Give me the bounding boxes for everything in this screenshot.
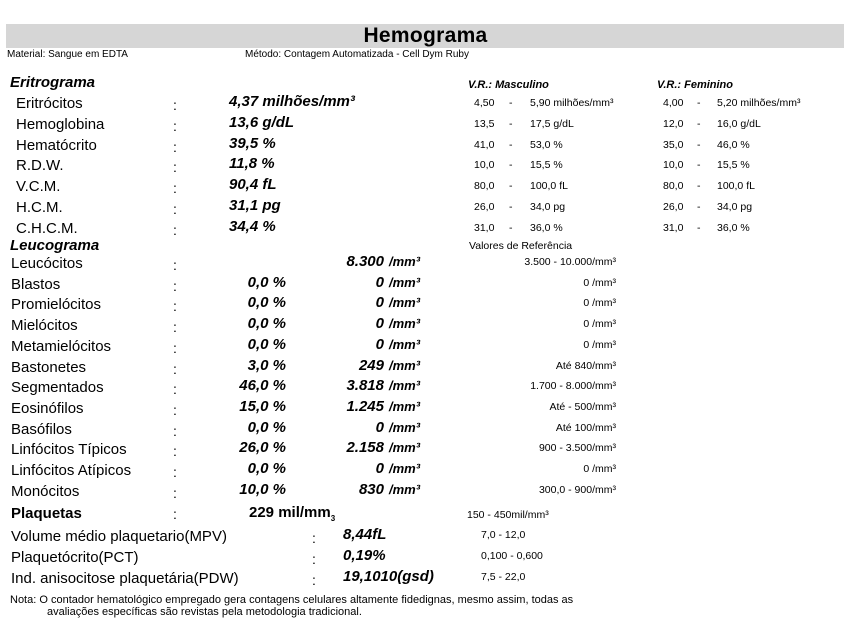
dash: - (509, 159, 513, 172)
eri-label: C.H.C.M. (16, 219, 78, 237)
leuco-absolute: 8.300 (346, 253, 384, 270)
ref-female-max: 100,0 fL (717, 180, 755, 193)
eri-value: 34,4 % (229, 217, 276, 235)
leuco-absolute: 0 (375, 273, 384, 291)
colon: : (173, 97, 177, 113)
leuco-label: Bastonetes (11, 358, 87, 376)
plaquetas-value-text: 229 mil/mm (249, 504, 331, 521)
plaquetas-label: Plaquetas (11, 505, 82, 522)
leuco-percent: 3,0 % (247, 356, 286, 374)
plaquetas-unit-sub: 3 (330, 514, 336, 523)
leuco-ref: 3.500 - 10.000/mm³ (524, 256, 616, 268)
leuco-unit: /mm³ (389, 316, 421, 332)
platelet-index-label: Volume médio plaquetario(MPV) (11, 528, 227, 545)
plaquetas-ref: 150 - 450mil/mm³ (467, 509, 549, 521)
colon: : (312, 551, 316, 567)
leuco-percent: 0,0 % (247, 294, 286, 312)
leuco-ref: 0 /mm³ (583, 318, 616, 331)
ref-male-max: 15,5 % (530, 159, 563, 172)
ref-female-min: 35,0 (663, 138, 684, 151)
ref-male-min: 10,0 (474, 159, 495, 172)
leuco-absolute: 249 (358, 356, 384, 374)
leuco-label: Mielócitos (11, 317, 78, 335)
leuco-label: Eosinófilos (11, 399, 84, 417)
material-text: Material: Sangue em EDTA (7, 49, 128, 60)
colon: : (173, 257, 177, 273)
eri-value: 39,5 % (229, 134, 276, 152)
dash: - (697, 97, 701, 109)
platelet-index-ref: 7,0 - 12,0 (481, 529, 526, 541)
eri-value: 11,8 % (229, 155, 275, 173)
colon: : (173, 180, 177, 197)
colon: : (173, 401, 177, 418)
leuco-label: Monócitos (11, 482, 80, 500)
leuco-ref: 0 /mm³ (583, 338, 616, 351)
colon: : (173, 443, 177, 460)
ref-female-max: 46,0 % (717, 138, 750, 151)
eri-value: 31,1 pg (229, 197, 281, 214)
dash: - (509, 97, 513, 109)
colon: : (173, 360, 177, 377)
leuco-ref: 900 - 3.500/mm³ (538, 442, 616, 455)
leuco-unit: /mm³ (389, 398, 421, 414)
leuco-absolute: 0 (375, 294, 384, 312)
page-title: Hemograma (363, 24, 488, 47)
dash: - (509, 201, 513, 213)
note-line-2: avaliações específicas são revistas pela metodologia tradicional. (47, 606, 362, 618)
leuco-ref: 0 /mm³ (583, 463, 616, 475)
ref-female-header: V.R.: Feminino (657, 79, 733, 91)
eri-label: Eritrócitos (16, 95, 83, 112)
plaquetas-value (249, 504, 335, 523)
colon: : (173, 298, 177, 315)
platelet-index-ref: 0,100 - 0,600 (481, 550, 543, 562)
dash: - (509, 221, 513, 234)
leucograma-heading: Leucograma (10, 237, 100, 254)
leuco-unit: /mm³ (389, 378, 421, 394)
leuco-absolute: 0 (375, 315, 384, 333)
ref-male-min: 26,0 (474, 201, 495, 213)
leuco-ref: 1.700 - 8.000/mm³ (530, 380, 616, 393)
leuco-percent: 0,0 % (247, 460, 286, 477)
colon: : (173, 464, 177, 480)
leuco-percent: 0,0 % (247, 315, 286, 333)
leuco-ref: 0 /mm³ (583, 276, 616, 289)
ref-male-max: 34,0 pg (530, 201, 566, 213)
colon: : (173, 221, 177, 238)
dash: - (697, 221, 701, 234)
ref-male-min: 80,0 (474, 180, 495, 193)
leuco-absolute: 2.158 (346, 439, 384, 457)
ref-female-max: 36,0 % (717, 221, 750, 234)
leuco-label: Linfócitos Atípicos (11, 462, 132, 479)
leuco-unit: /mm³ (389, 274, 421, 290)
leuco-unit: /mm³ (389, 419, 421, 435)
ref-male-min: 13,5 (474, 117, 495, 130)
ref-male-max: 17,5 g/dL (530, 117, 574, 130)
eri-value: 4,37 milhões/mm³ (229, 93, 355, 110)
leuco-unit: /mm³ (389, 357, 421, 373)
colon: : (173, 117, 177, 134)
leuco-label: Linfócitos Típicos (11, 441, 127, 459)
dash: - (697, 117, 701, 130)
colon: : (173, 159, 177, 176)
leuco-unit: /mm³ (389, 295, 421, 311)
platelet-index-label: Plaquetócrito(PCT) (11, 549, 139, 566)
leuco-percent: 26,0 % (239, 439, 286, 457)
ref-male-max: 53,0 % (530, 138, 563, 151)
leuco-percent: 0,0 % (247, 335, 286, 353)
eri-value: 90,4 fL (229, 176, 277, 194)
colon: : (173, 381, 177, 398)
platelet-index-value: 0,19% (343, 547, 386, 564)
leuco-label: Leucócitos (11, 255, 83, 272)
leuco-unit: /mm³ (389, 336, 421, 352)
leuco-ref: 0 /mm³ (583, 297, 616, 310)
leuco-ref-header: Valores de Referência (469, 240, 573, 252)
ref-male-max: 100,0 fL (530, 180, 568, 193)
ref-female-max: 5,20 milhões/mm³ (717, 97, 801, 109)
leuco-percent: 0,0 % (247, 273, 286, 291)
ref-male-min: 31,0 (474, 221, 495, 234)
leuco-label: Metamielócitos (11, 337, 112, 355)
colon: : (173, 319, 177, 336)
platelet-index-ref: 7,5 - 22,0 (481, 571, 526, 583)
eritrograma-heading: Eritrograma (10, 74, 96, 91)
eri-value: 13,6 g/dL (229, 113, 295, 131)
ref-female-min: 4,00 (663, 97, 684, 109)
leuco-label: Basófilos (11, 420, 72, 438)
ref-male-header: V.R.: Masculino (468, 79, 549, 91)
dash: - (697, 138, 701, 151)
colon: : (173, 201, 177, 217)
dash: - (697, 180, 701, 193)
dash: - (697, 159, 701, 172)
platelet-index-label: Ind. anisocitose plaquetária(PDW) (11, 570, 239, 587)
leuco-absolute: 0 (375, 418, 384, 436)
ref-female-min: 31,0 (663, 221, 684, 234)
ref-female-min: 80,0 (663, 180, 684, 193)
eri-label: H.C.M. (16, 199, 63, 216)
leuco-ref: 300,0 - 900/mm³ (538, 483, 616, 496)
ref-female-max: 15,5 % (717, 159, 750, 172)
leuco-unit: /mm³ (389, 461, 421, 476)
eri-label: Hematócrito (16, 136, 97, 154)
ref-female-max: 34,0 pg (717, 201, 753, 213)
ref-male-max: 36,0 % (530, 221, 563, 234)
leuco-unit: /mm³ (389, 481, 421, 497)
leuco-absolute: 3.818 (346, 377, 384, 395)
leuco-label: Segmentados (11, 379, 104, 397)
leuco-absolute: 0 (375, 460, 384, 477)
leuco-ref: Até 840/mm³ (555, 359, 616, 372)
leuco-label: Blastos (11, 275, 61, 293)
colon: : (173, 138, 177, 155)
leuco-ref: Até 100/mm³ (555, 421, 616, 434)
leuco-percent: 10,0 % (239, 480, 286, 498)
platelet-index-value: 8,44fL (343, 526, 387, 543)
ref-male-max: 5,90 milhões/mm³ (530, 97, 614, 109)
dash: - (509, 180, 513, 193)
ref-male-min: 4,50 (474, 97, 495, 109)
colon: : (173, 422, 177, 439)
dash: - (697, 201, 701, 213)
colon: : (312, 530, 316, 546)
leuco-unit: /mm³ (389, 440, 421, 456)
leuco-unit: /mm³ (389, 254, 421, 269)
leuco-absolute: 0 (375, 335, 384, 353)
method-text: Método: Contagem Automatizada - Cell Dym Ruby (245, 49, 469, 60)
eri-label: R.D.W. (16, 157, 64, 175)
colon: : (173, 484, 177, 501)
leuco-ref: Até - 500/mm³ (549, 400, 616, 413)
colon: : (173, 506, 177, 522)
eri-label: V.C.M. (16, 178, 61, 196)
leuco-percent: 46,0 % (239, 377, 286, 395)
platelet-index-value: 19,1010(gsd) (343, 568, 434, 585)
dash: - (509, 138, 513, 151)
leuco-label: Promielócitos (11, 296, 102, 314)
colon: : (173, 339, 177, 356)
ref-female-min: 26,0 (663, 201, 684, 213)
leuco-absolute: 1.245 (346, 397, 384, 415)
dash: - (509, 117, 513, 130)
note-line-1: Nota: O contador hematológico empregado gera contagens celulares altamente fidedignas, mesmo assim, todas as (10, 594, 574, 606)
ref-female-min: 12,0 (663, 117, 684, 130)
ref-male-min: 41,0 (474, 138, 495, 151)
colon: : (173, 277, 177, 294)
leuco-percent: 0,0 % (247, 418, 286, 436)
colon: : (312, 572, 316, 588)
leuco-percent: 15,0 % (239, 397, 286, 415)
ref-female-min: 10,0 (663, 159, 684, 172)
leuco-absolute: 830 (358, 480, 384, 498)
eri-label: Hemoglobina (16, 115, 105, 133)
ref-female-max: 16,0 g/dL (717, 117, 761, 130)
